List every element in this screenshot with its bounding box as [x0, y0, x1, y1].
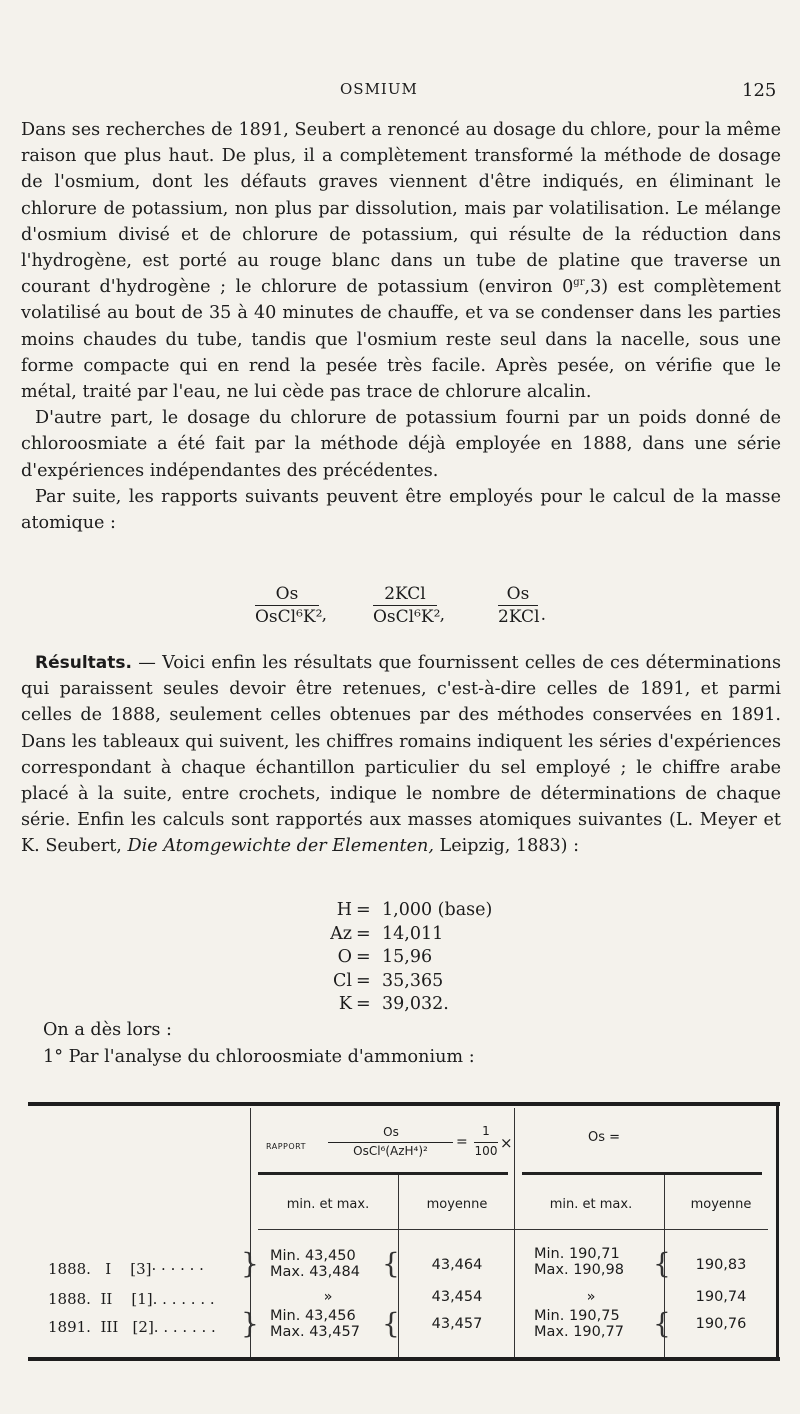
brace: {	[653, 1307, 671, 1340]
table-intro: 1° Par l'analyse du chloroosmiate d'ammonium :	[43, 1047, 475, 1067]
brace: }	[241, 1307, 259, 1340]
header-numerator: Os	[383, 1125, 399, 1139]
header-small-fraction-bar	[474, 1142, 498, 1143]
brace: {	[653, 1247, 671, 1280]
ratio-single: »	[323, 1289, 333, 1305]
brace: {	[382, 1247, 400, 1280]
header-one: 1	[482, 1124, 490, 1138]
os-mean: 190,83	[695, 1257, 747, 1273]
table-bottom-rule	[28, 1357, 780, 1361]
os-minmax: Min. 190,75 Max. 190,77	[534, 1308, 624, 1340]
subheader-moyenne-os: moyenne	[690, 1197, 752, 1212]
brace: }	[241, 1247, 259, 1280]
header-hundred: 100	[474, 1144, 498, 1158]
row-label: 1891. III [2]. . . . . . .	[48, 1318, 216, 1336]
ratio-minmax: Min. 43,456 Max. 43,457	[270, 1308, 360, 1340]
subheader-moyenne-ratio: moyenne	[426, 1197, 488, 1212]
paragraph-1: Dans ses recherches de 1891, Seubert a renoncé au dosage du chlore, pour la même raison que plus haut. De plus, il a complètement transformé la méthode de dosage de l'osmium, dont les défauts graves viennent d'être indiqués, en éliminant le chlorure de potassium, non plus par dissolution, mais par volatilisation. Le mélange d'osmium divisé et de chlorure de potassium, qui résulte de la réduction dans l'hydrogène, est porté au rouge blanc dans un tube de platine que traverse un courant d'hydrogène ; le chlorure de potassium (environ $0^{gr},3$) est complètement volatilisé au bout de 35 à 40 minutes de chauffe, et va se condenser dans les parties moins chaudes du tube, tandis que l'osmium reste seul dans la nacelle, sous une forme compacte qui en rend la pesée très facile. Après pesée, on vérifie que le métal, traité par l'eau, ne lui cède pas trace de chlorure alcalin.	[21, 120, 781, 403]
running-title: OSMIUM	[340, 80, 418, 98]
header-os: Os =	[588, 1130, 621, 1145]
row-label: 1888. II [1]. . . . . . .	[48, 1290, 215, 1308]
column-divider	[514, 1108, 515, 1357]
paragraph-2: D'autre part, le dosage du chlorure de potassium fourni par un poids donné de chloroosmiate a été fait par la méthode déjà employée en 1888, dans une série d'expériences indépendantes des précédentes.	[21, 408, 781, 481]
header-underline	[522, 1172, 762, 1175]
constant-row: Az = 14,011	[330, 923, 444, 944]
subheader-minmax-ratio: min. et max.	[286, 1197, 370, 1212]
header-fraction-bar	[328, 1142, 453, 1143]
header-denominator: OsCl⁶(AzH⁴)²	[353, 1144, 428, 1158]
formula-kcl-over-salt: 2KCl OsCl⁶K² ,	[373, 584, 445, 627]
body-text	[21, 117, 781, 536]
page-number: 125	[742, 80, 777, 101]
ratio-mean: 43,457	[431, 1316, 483, 1332]
os-mean: 190,76	[695, 1316, 747, 1332]
brace: {	[382, 1307, 400, 1340]
results-table	[28, 1102, 780, 1362]
on-a-des-lors: On a dès lors :	[43, 1020, 172, 1040]
constant-row: O = 15,96	[337, 947, 433, 967]
results-heading: Résultats.	[35, 653, 132, 673]
ratio-formulas	[255, 584, 575, 644]
header-times: ×	[500, 1134, 513, 1152]
paragraph-results: Résultats. — Voici enfin les résultats que fournissent celles de ces déterminations qui paraissent seules devoir être retenues, c'est-à-dire celles de 1891, et parmi celles de 1888, seulement celles obtenues par des méthodes conservées en 1891. Dans les tableaux qui suivent, les chiffres romains indiquent les séries d'expériences correspondant à chaque échantillon particulier du sel employé ; le chiffre arabe placé à la suite, entre crochets, indique le nombre de déterminations de chaque série. Enfin les calculs sont rapportés aux masses atomiques suivantes (L. Meyer et K. Seubert, Die Atomgewichte der Elementen, Leipzig, 1883) :	[21, 653, 781, 857]
os-mean: 190,74	[695, 1289, 747, 1305]
formula-os-over-salt: Os OsCl⁶K² ,	[255, 584, 327, 627]
row-label: 1888. I [3]· · · · · ·	[48, 1260, 204, 1278]
page-header	[0, 80, 800, 104]
paragraph-3: Par suite, les rapports suivants peuvent être employés pour le calcul de la masse atomique :	[21, 486, 781, 534]
header-underline	[258, 1172, 508, 1175]
ratio-mean: 43,454	[431, 1289, 483, 1305]
ratio-minmax: Min. 43,450 Max. 43,484	[270, 1248, 360, 1280]
atomic-masses	[312, 900, 552, 1018]
table-right-rule	[776, 1102, 779, 1361]
subheader-rule	[258, 1229, 768, 1230]
formula-os-over-kcl: Os 2KCl .	[498, 584, 546, 627]
constant-row: H = 1,000 (base)	[336, 900, 493, 920]
ratio-mean: 43,464	[431, 1257, 483, 1273]
constant-row: Cl = 35,365	[333, 970, 444, 991]
header-equals: =	[456, 1134, 468, 1150]
os-minmax: Min. 190,71 Max. 190,98	[534, 1246, 624, 1278]
constant-row: K = 39,032.	[338, 994, 449, 1014]
results-text	[21, 650, 781, 860]
header-rapport: RAPPORT	[266, 1142, 307, 1151]
subheader-minmax-os: min. et max.	[549, 1197, 633, 1212]
table-top-rule	[28, 1102, 780, 1106]
os-single: »	[586, 1289, 596, 1305]
